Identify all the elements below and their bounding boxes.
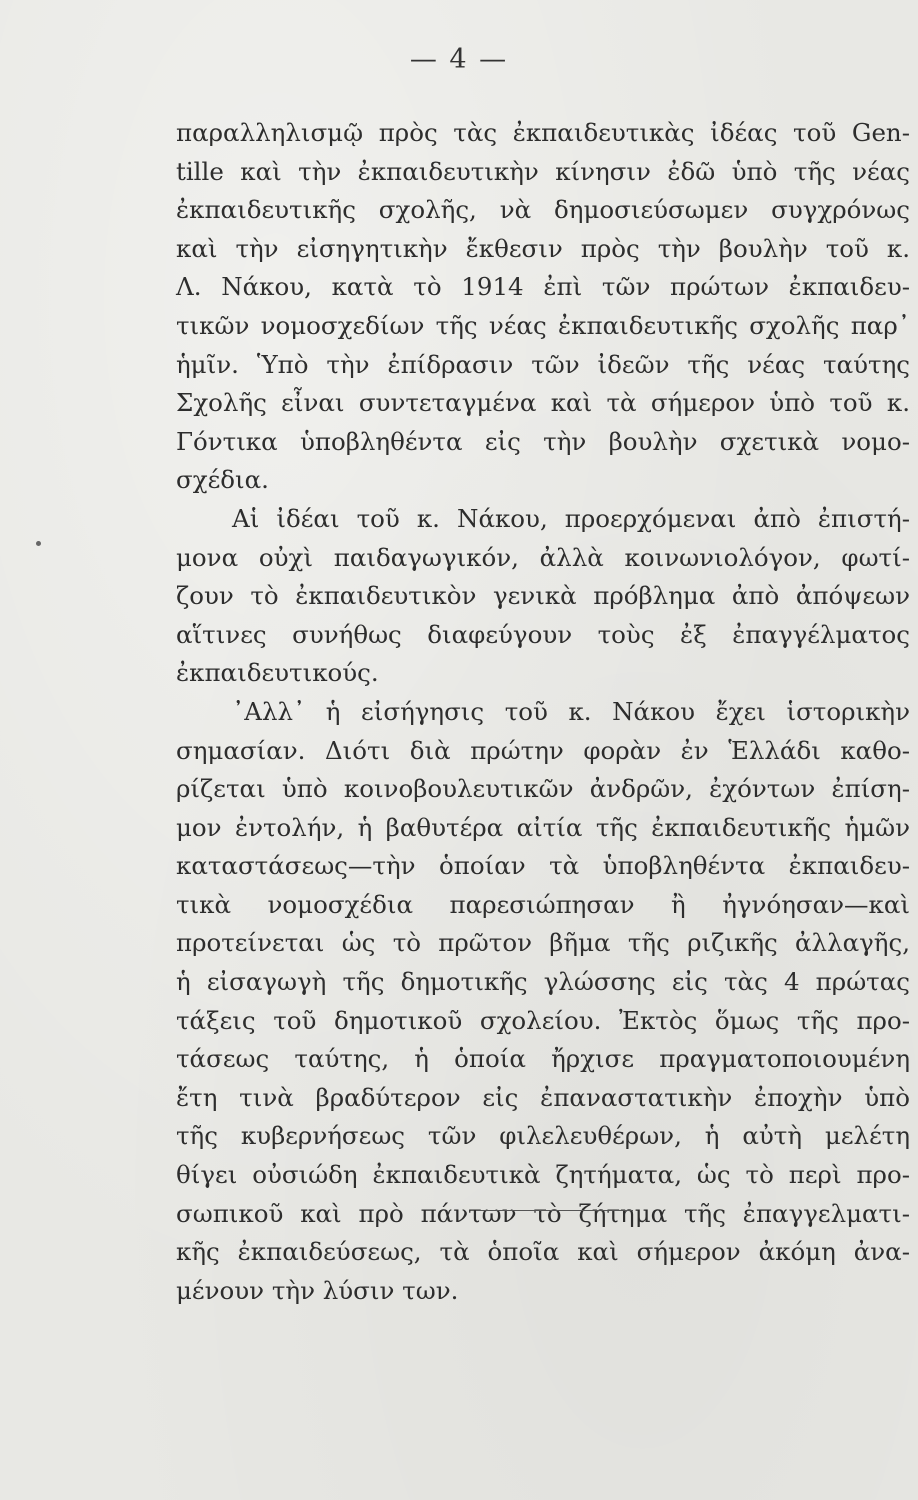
- page-number: — 4 —: [409, 44, 509, 75]
- text-line: σωπικοῦ καὶ πρὸ πάντων τὸ ζήτημα τῆς ἐπαγγελματι-: [176, 1198, 910, 1228]
- text-line: ρίζεται ὑπὸ κοινοβουλευτικῶν ἀνδρῶν, ἐχόντων ἐπίση-: [176, 774, 910, 804]
- text-line: παραλληλισμῷ πρὸς τὰς ἐκπαιδευτικὰς ἰδέας τοῦ Gen-: [176, 118, 910, 147]
- text-line: Λ. Νάκου, κατὰ τὸ 1914 ἐπὶ τῶν πρώτων ἐκπαιδευ-: [176, 272, 910, 302]
- text-line: Γόντικα ὑποβληθέντα εἰς τὴν βουλὴν σχετικὰ νομο-: [176, 426, 910, 456]
- text-line: προτείνεται ὡς τὸ πρῶτον βῆμα τῆς ριζικῆς ἀλλαγῆς,: [176, 928, 910, 958]
- text-line: ᾿Αλλ᾿ ἡ εἰσήγησις τοῦ κ. Νάκου ἔχει ἱστορικὴν: [232, 696, 910, 726]
- text-line: τάσεως ταύτης, ἡ ὁποία ἤρχισε πραγματοποιουμένη: [176, 1044, 910, 1074]
- text-line: σχέδια.: [176, 465, 269, 495]
- text-line: ἡμῖν. Ὑπὸ τὴν ἐπίδρασιν τῶν ἰδεῶν τῆς νέας ταύτης: [176, 349, 910, 379]
- text-line: τικὰ νομοσχέδια παρεσιώπησαν ἢ ἠγνόησαν—καὶ: [176, 889, 910, 919]
- text-line: τῆς κυβερνήσεως τῶν φιλελευθέρων, ἡ αὐτὴ μελέτη: [176, 1121, 910, 1151]
- text-line: ἐκπαιδευτικούς.: [176, 658, 379, 688]
- text-line: τικῶν νομοσχεδίων τῆς νέας ἐκπαιδευτικῆς σχολῆς παρ᾿: [176, 310, 910, 340]
- text-line: τάξεις τοῦ δημοτικοῦ σχολείου. Ἐκτὸς ὅμως τῆς προ-: [176, 1005, 910, 1035]
- text-line: μονα οὐχὶ παιδαγωγικόν, ἀλλὰ κοινωνιολόγον, φωτί-: [176, 542, 910, 572]
- text-line: μον ἐντολήν, ἡ βαθυτέρα αἰτία τῆς ἐκπαιδευτικῆς ἡμῶν: [176, 812, 910, 842]
- text-line: ζουν τὸ ἐκπαιδευτικὸν γενικὰ πρόβλημα ἀπὸ ἀπόψεων: [176, 581, 910, 611]
- text-line: tille καὶ τὴν ἐκπαιδευτικὴν κίνησιν ἐδῶ ὑπὸ τῆς νέας: [176, 156, 910, 186]
- section-divider: [476, 1210, 633, 1211]
- paper-speck: [36, 541, 41, 546]
- text-line: ἔτη τινὰ βραδύτερον εἰς ἐπαναστατικὴν ἐποχὴν ὑπὸ: [176, 1082, 910, 1112]
- text-line: καταστάσεως—τὴν ὁποίαν τὰ ὑποβληθέντα ἐκπαιδευ-: [176, 851, 910, 881]
- text-line: Σχολῆς εἶναι συντεταγμένα καὶ τὰ σήμερον ὑπὸ τοῦ κ.: [176, 388, 910, 418]
- text-line: κῆς ἐκπαιδεύσεως, τὰ ὁποῖα καὶ σήμερον ἀκόμη ἀνα-: [176, 1237, 910, 1267]
- text-line: μένουν τὴν λύσιν των.: [176, 1275, 459, 1305]
- text-line: θίγει οὐσιώδη ἐκπαιδευτικὰ ζητήματα, ὡς τὸ περὶ προ-: [176, 1160, 910, 1190]
- text-line: καὶ τὴν εἰσηγητικὴν ἔκθεσιν πρὸς τὴν βουλὴν τοῦ κ.: [176, 233, 910, 263]
- text-line: ἡ εἰσαγωγὴ τῆς δημοτικῆς γλώσσης εἰς τὰς 4 πρώτας: [176, 967, 910, 997]
- text-line: αἵτινες συνήθως διαφεύγουν τοὺς ἐξ ἐπαγγέλματος: [176, 619, 910, 649]
- text-line: σημασίαν. Διότι διὰ πρώτην φορὰν ἐν Ἑλλάδι καθο-: [176, 735, 910, 765]
- body-text: [176, 114, 910, 1310]
- text-line: Αἱ ἰδέαι τοῦ κ. Νάκου, προερχόμεναι ἀπὸ ἐπιστή-: [232, 503, 910, 533]
- text-line: ἐκπαιδευτικῆς σχολῆς, νὰ δημοσιεύσωμεν συγχρόνως: [176, 195, 910, 225]
